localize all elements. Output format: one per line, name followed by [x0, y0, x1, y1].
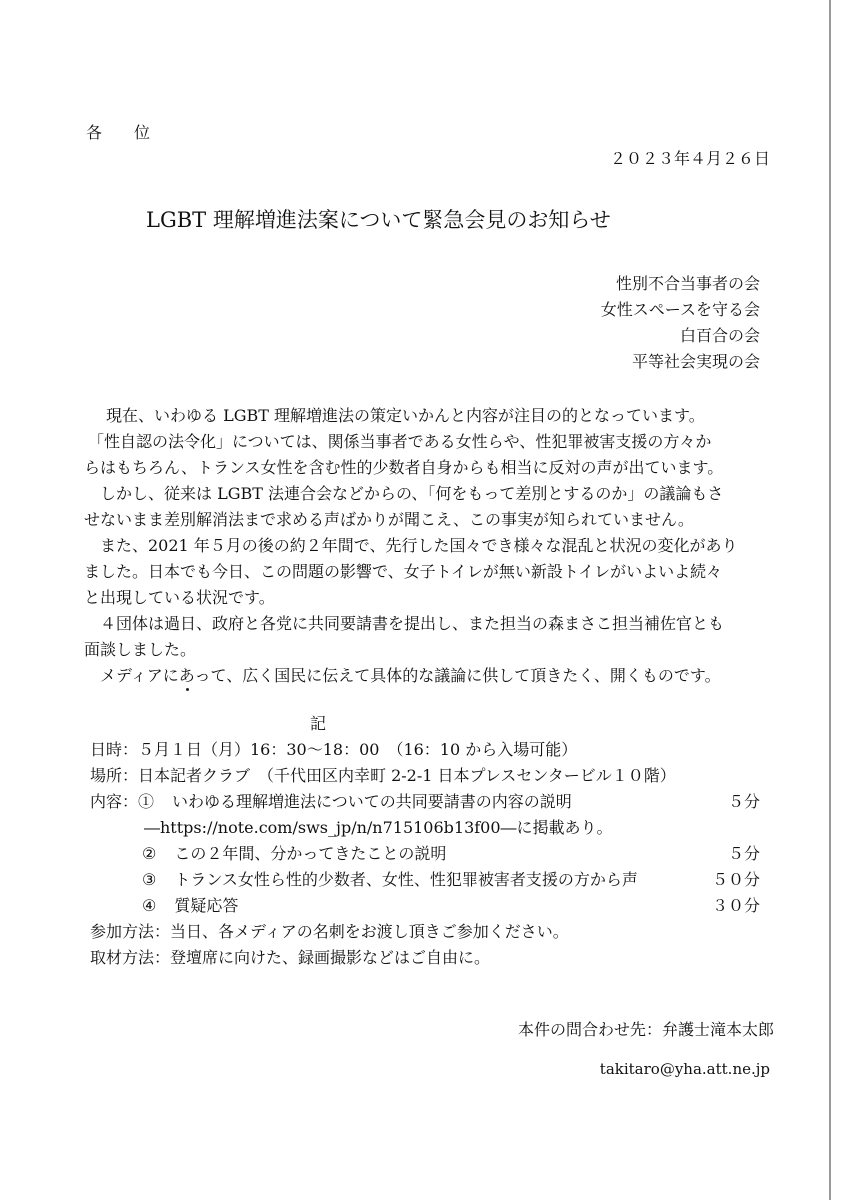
body-line-11: メディアにあって、広く国民に伝えて具体的な議論に供して頂きたく、開くものです。 — [100, 666, 721, 685]
agenda-item-3-duration: ５０分 — [711, 870, 760, 889]
detail-participation: 参加方法：当日、各メディアの名刺をお渡し頂きご参加ください。 — [90, 922, 569, 941]
body-line-6: また、2021 年５月の後の約２年間で、先行した国々でき様々な混乱と状況の変化があり — [100, 536, 738, 555]
agenda-item-2-text: この２年間、分かってきたことの説明 — [174, 844, 447, 863]
agenda-item-4 — [142, 894, 238, 918]
contact-label: 本件の問合わせ先：弁護士滝本太郎 — [517, 1020, 774, 1039]
agenda-item-4-duration: ３０分 — [711, 896, 760, 915]
agenda-item-1-note: ―https://note.com/sws_jp/n/n715106b13f00―に掲載あり。 — [144, 818, 613, 837]
agenda-item-4-num: ④ — [142, 896, 157, 915]
agenda-item-2-duration: ５分 — [727, 844, 760, 863]
body-line-4: しかし、従来は LGBT 法連合会などからの、「何をもって差別とするのか」の議論もさ — [100, 484, 724, 503]
body-line-9: ４団体は過日、政府と各党に共同要請書を提出し、また担当の森まさこ担当補佐官とも — [100, 614, 725, 633]
agenda-item-2 — [142, 842, 446, 866]
body-line-10: 面談しました。 — [84, 640, 197, 659]
body-line-2: 「性自認の法令化」については、関係当事者である女性らや、性犯罪被害支援の方々か — [88, 432, 712, 451]
agenda-item-1-num: ① — [138, 792, 155, 811]
org-2: 女性スペースを守る会 — [600, 300, 760, 319]
agenda-item-1-duration: ５分 — [727, 792, 760, 811]
detail-place: 場所：日本記者クラブ （千代田区内幸町 2-2-1 日本プレスセンタービル１０階） — [90, 766, 676, 785]
ki-heading: 記 — [310, 714, 327, 733]
org-3: 白百合の会 — [679, 326, 760, 345]
agenda-item-4-text: 質疑応答 — [174, 896, 239, 915]
body-line-1: 現在、いわゆる LGBT 理解増進法の策定いかんと内容が注目の的となっています。 — [106, 406, 705, 425]
content-label: 内容： — [90, 792, 139, 811]
document-title: LGBT 理解増進法案について緊急会見のお知らせ — [146, 208, 611, 232]
body-line-5: せないまま差別解消法まで求める声ばかりが聞こえ、この事実が知られていません。 — [84, 510, 694, 529]
body-line-7: ました。日本でも今日、この問題の影響で、女子トイレが無い新設トイレがいよいよ続々 — [84, 562, 723, 581]
org-1: 性別不合当事者の会 — [615, 274, 760, 293]
scan-speck — [186, 688, 189, 691]
scan-edge-line — [829, 0, 831, 1200]
document-date: ２０２３年４月２６日 — [609, 149, 770, 168]
agenda-item-3-num: ③ — [142, 870, 157, 889]
org-4: 平等社会実現の会 — [631, 352, 760, 371]
addressee: 各 位 — [86, 123, 151, 142]
contact-email: takitaro@yha.att.ne.jp — [599, 1060, 770, 1078]
body-text — [84, 403, 774, 689]
agenda-item-1 — [90, 790, 572, 814]
agenda-item-3-text: トランス女性ら性的少数者、女性、性犯罪被害者支援の方から声 — [174, 870, 638, 889]
agenda-item-3 — [142, 868, 638, 892]
agenda-item-1-text: いわゆる理解増進法についての共同要請書の内容の説明 — [172, 792, 572, 811]
detail-coverage: 取材方法：登壇席に向けた、録画撮影などはご自由に。 — [90, 948, 491, 967]
detail-datetime: 日時：５月１日（月）16：30～18：00 （16：10 から入場可能） — [90, 740, 578, 759]
body-line-8: と出現している状況です。 — [84, 588, 275, 607]
body-line-3: らはもちろん、トランス女性を含む性的少数者自身からも相当に反対の声が出ています。 — [84, 458, 724, 477]
agenda-item-2-num: ② — [142, 844, 157, 863]
